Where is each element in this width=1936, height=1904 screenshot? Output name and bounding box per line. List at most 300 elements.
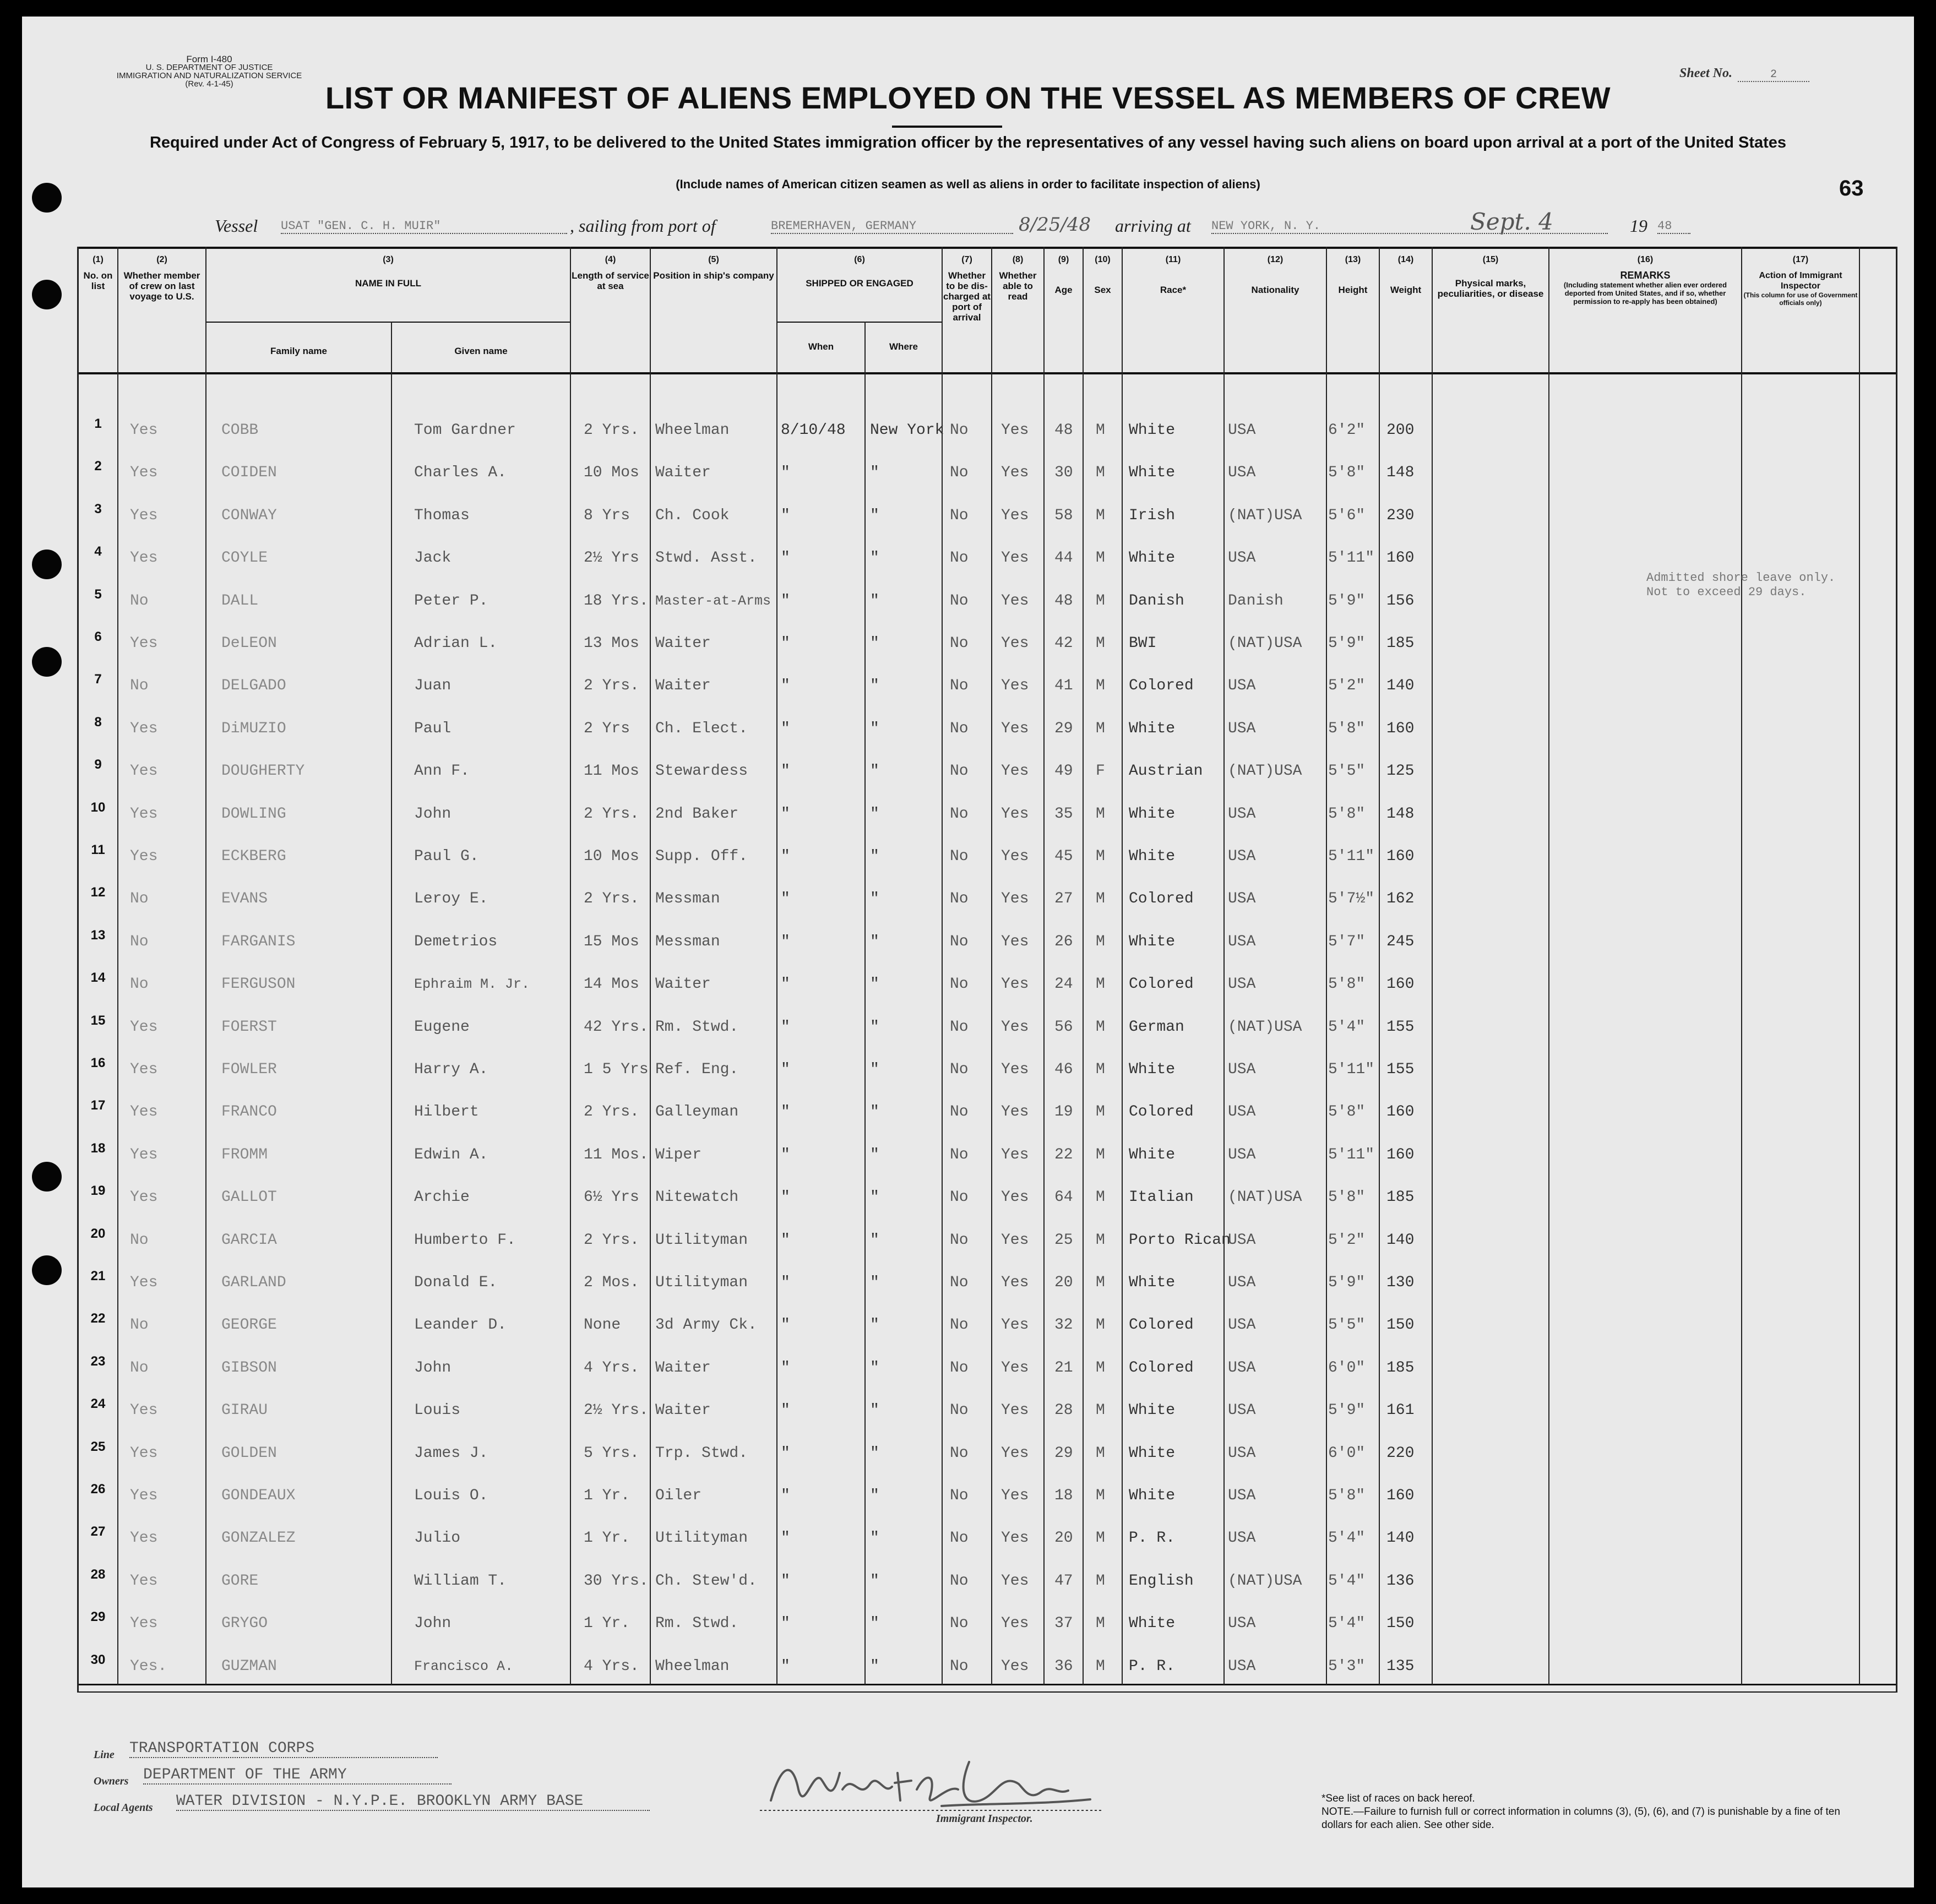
- col-divider: [1548, 247, 1549, 1685]
- family-name-cell: FOWLER: [221, 1061, 277, 1078]
- given-name-cell: Juan: [414, 677, 452, 694]
- col-divider: [391, 322, 392, 1685]
- height-cell: 5'9": [1328, 1274, 1366, 1291]
- able-to-read-cell: Yes: [1001, 1573, 1029, 1590]
- age-cell: 49: [1054, 763, 1073, 780]
- race-cell: White: [1129, 1061, 1176, 1078]
- race-cell: White: [1129, 422, 1176, 439]
- discharged-cell: No: [950, 848, 969, 865]
- shipped-when-cell: ": [781, 1359, 790, 1377]
- header-nationality: (12) Nationality: [1251, 255, 1299, 295]
- weight-cell: 185: [1386, 1189, 1415, 1206]
- service-length-cell: 5 Yrs.: [584, 1445, 639, 1462]
- given-name-cell: Ann F.: [414, 763, 470, 780]
- service-length-cell: 2 Yrs.: [584, 677, 639, 694]
- previous-voyage-cell: No: [130, 1317, 149, 1334]
- weight-cell: 156: [1386, 592, 1415, 610]
- shipped-when-cell: ": [781, 1658, 790, 1675]
- height-cell: 5'11": [1328, 848, 1375, 865]
- previous-voyage-cell: Yes: [130, 1274, 158, 1291]
- col-divider: [991, 247, 992, 1685]
- binder-hole: [32, 183, 62, 213]
- able-to-read-cell: Yes: [1001, 1274, 1029, 1291]
- race-cell: White: [1129, 933, 1176, 950]
- sex-cell: M: [1096, 1445, 1105, 1462]
- family-name-cell: GARLAND: [221, 1274, 286, 1291]
- row-number: 12: [90, 885, 106, 900]
- weight-cell: 160: [1386, 1487, 1415, 1504]
- sex-cell: M: [1096, 1146, 1105, 1163]
- vessel-name: USAT "GEN. C. H. MUIR": [281, 219, 567, 234]
- nationality-cell: USA: [1228, 806, 1256, 823]
- service-length-cell: 2 Yrs: [584, 720, 630, 737]
- shipped-when-cell: ": [781, 720, 790, 737]
- position-cell: Wheelman: [655, 422, 730, 439]
- previous-voyage-cell: Yes: [130, 1530, 158, 1547]
- age-cell: 56: [1054, 1019, 1073, 1036]
- sex-cell: M: [1096, 464, 1105, 481]
- shipped-when-cell: ": [781, 976, 790, 993]
- col-divider: [650, 247, 651, 1685]
- given-name-cell: Humberto F.: [414, 1232, 516, 1249]
- service-length-cell: 2½ Yrs.: [584, 1402, 649, 1419]
- race-cell: Colored: [1129, 890, 1194, 907]
- race-cell: Irish: [1129, 507, 1176, 524]
- age-cell: 20: [1054, 1530, 1073, 1547]
- shipped-where-cell: ": [870, 1103, 879, 1120]
- nationality-cell: (NAT)USA: [1228, 1573, 1302, 1590]
- shipped-where-cell: ": [870, 592, 879, 610]
- age-cell: 29: [1054, 1445, 1073, 1462]
- vessel-label: Vessel: [215, 216, 258, 236]
- header-height: (13) Height: [1338, 255, 1368, 295]
- shipped-where-cell: ": [870, 720, 879, 737]
- row-number: 21: [90, 1269, 106, 1283]
- age-cell: 36: [1054, 1658, 1073, 1675]
- position-cell: Stwd. Asst.: [655, 550, 757, 567]
- given-name-cell: John: [414, 1359, 452, 1377]
- position-cell: Ref. Eng.: [655, 1061, 739, 1078]
- race-cell: Colored: [1129, 1359, 1194, 1377]
- nationality-cell: USA: [1228, 677, 1256, 694]
- able-to-read-cell: Yes: [1001, 1189, 1029, 1206]
- nationality-cell: USA: [1228, 1658, 1256, 1675]
- weight-cell: 160: [1386, 550, 1415, 567]
- service-length-cell: None: [584, 1317, 621, 1334]
- name-subheader-line: [206, 322, 570, 323]
- header-length-of-service: (4) Length of service at sea: [572, 255, 649, 291]
- sex-cell: F: [1096, 763, 1105, 780]
- previous-voyage-cell: Yes: [130, 550, 158, 567]
- given-name-cell: William T.: [414, 1573, 507, 1590]
- row-number: 19: [90, 1183, 106, 1198]
- footer-notes: [1322, 1792, 1872, 1832]
- given-name-cell: Jack: [414, 550, 452, 567]
- row-number: 26: [90, 1482, 106, 1497]
- arriving-label: arriving at: [1115, 216, 1191, 236]
- signature-caption: Immigrant Inspector.: [936, 1813, 1033, 1825]
- height-cell: 5'4": [1328, 1530, 1366, 1547]
- col-divider: [776, 247, 777, 1685]
- nationality-cell: (NAT)USA: [1228, 1189, 1302, 1206]
- header-race: (11) Race*: [1160, 255, 1187, 295]
- shipped-where-cell: ": [870, 848, 879, 865]
- able-to-read-cell: Yes: [1001, 422, 1029, 439]
- previous-voyage-cell: No: [130, 933, 149, 950]
- nationality-cell: USA: [1228, 550, 1256, 567]
- service-length-cell: 18 Yrs.: [584, 592, 649, 610]
- sailing-label: , sailing from port of: [570, 216, 716, 236]
- sex-cell: M: [1096, 1019, 1105, 1036]
- age-cell: 48: [1054, 592, 1073, 610]
- age-cell: 18: [1054, 1487, 1073, 1504]
- given-name-cell: Louis: [414, 1402, 461, 1419]
- height-cell: 5'4": [1328, 1615, 1366, 1632]
- col-divider: [864, 322, 866, 1685]
- service-length-cell: 2 Yrs.: [584, 1103, 639, 1120]
- discharged-cell: No: [950, 1658, 969, 1675]
- weight-cell: 230: [1386, 507, 1415, 524]
- shipped-when-cell: ": [781, 592, 790, 610]
- weight-cell: 160: [1386, 848, 1415, 865]
- shipped-when-cell: ": [781, 1317, 790, 1334]
- shipped-where-cell: ": [870, 1317, 879, 1334]
- shipped-where-cell: ": [870, 1019, 879, 1036]
- age-cell: 26: [1054, 933, 1073, 950]
- service-length-cell: 4 Yrs.: [584, 1359, 639, 1377]
- weight-cell: 155: [1386, 1061, 1415, 1078]
- race-cell: Porto Rican: [1129, 1232, 1231, 1249]
- family-name-cell: DeLEON: [221, 635, 277, 652]
- family-name-cell: FARGANIS: [221, 933, 296, 950]
- previous-voyage-cell: No: [130, 890, 149, 907]
- shipped-where-cell: ": [870, 1658, 879, 1675]
- discharged-cell: No: [950, 890, 969, 907]
- header-shipped-when: When: [808, 341, 834, 352]
- nationality-cell: USA: [1228, 1103, 1256, 1120]
- service-length-cell: 2 Mos.: [584, 1274, 639, 1291]
- vessel-line: [215, 208, 1734, 243]
- shipped-when-cell: ": [781, 1274, 790, 1291]
- able-to-read-cell: Yes: [1001, 806, 1029, 823]
- shipped-where-cell: ": [870, 933, 879, 950]
- previous-voyage-cell: Yes: [130, 1445, 158, 1462]
- age-cell: 46: [1054, 1061, 1073, 1078]
- family-name-cell: GIBSON: [221, 1359, 277, 1377]
- header-shipped-where: Where: [889, 341, 918, 352]
- row-number: 24: [90, 1396, 106, 1411]
- weight-cell: 161: [1386, 1402, 1415, 1419]
- sex-cell: M: [1096, 592, 1105, 610]
- shipped-when-cell: ": [781, 635, 790, 652]
- header-no-on-list: (1) No. on list: [83, 255, 113, 291]
- shipped-where-cell: ": [870, 1615, 879, 1632]
- age-cell: 29: [1054, 720, 1073, 737]
- discharged-cell: No: [950, 1573, 969, 1590]
- able-to-read-cell: Yes: [1001, 1487, 1029, 1504]
- able-to-read-cell: Yes: [1001, 507, 1029, 524]
- discharged-cell: No: [950, 1103, 969, 1120]
- position-cell: Waiter: [655, 677, 711, 694]
- form-number: Form I-480: [186, 54, 232, 64]
- height-cell: 5'8": [1328, 806, 1366, 823]
- service-length-cell: 2 Yrs.: [584, 806, 639, 823]
- service-length-cell: 4 Yrs.: [584, 1658, 639, 1675]
- discharged-cell: No: [950, 677, 969, 694]
- race-cell: White: [1129, 1487, 1176, 1504]
- race-cell: Austrian: [1129, 763, 1203, 780]
- position-cell: Messman: [655, 933, 720, 950]
- age-cell: 47: [1054, 1573, 1073, 1590]
- family-name-cell: GALLOT: [221, 1189, 277, 1206]
- nationality-cell: USA: [1228, 720, 1256, 737]
- able-to-read-cell: Yes: [1001, 1146, 1029, 1163]
- previous-voyage-cell: Yes: [130, 1019, 158, 1036]
- position-cell: Ch. Cook: [655, 507, 730, 524]
- shipped-where-cell: ": [870, 1189, 879, 1206]
- row-number: 8: [94, 715, 102, 730]
- previous-voyage-cell: Yes: [130, 1487, 158, 1504]
- weight-cell: 148: [1386, 464, 1415, 481]
- previous-voyage-cell: Yes: [130, 1189, 158, 1206]
- previous-voyage-cell: No: [130, 1232, 149, 1249]
- nationality-cell: USA: [1228, 976, 1256, 993]
- discharged-cell: No: [950, 422, 969, 439]
- col-divider: [1122, 247, 1123, 1685]
- row-number: 14: [90, 970, 106, 985]
- col-divider: [1741, 247, 1742, 1685]
- previous-voyage-cell: Yes: [130, 1103, 158, 1120]
- family-name-cell: DOUGHERTY: [221, 763, 305, 780]
- height-cell: 5'2": [1328, 677, 1366, 694]
- col-divider: [205, 247, 206, 1685]
- given-name-cell: Tom Gardner: [414, 422, 516, 439]
- able-to-read-cell: Yes: [1001, 1061, 1029, 1078]
- shipped-when-cell: ": [781, 464, 790, 481]
- service-length-cell: 1 Yr.: [584, 1487, 630, 1504]
- discharged-cell: No: [950, 507, 969, 524]
- sex-cell: M: [1096, 806, 1105, 823]
- height-cell: 5'9": [1328, 592, 1366, 610]
- family-name-cell: GEORGE: [221, 1317, 277, 1334]
- discharged-cell: No: [950, 1402, 969, 1419]
- shipped-where-cell: ": [870, 1487, 879, 1504]
- race-cell: English: [1129, 1573, 1194, 1590]
- able-to-read-cell: Yes: [1001, 592, 1029, 610]
- family-name-cell: FERGUSON: [221, 976, 296, 993]
- discharged-cell: No: [950, 806, 969, 823]
- col-divider: [1859, 247, 1860, 1685]
- race-cell: P. R.: [1129, 1658, 1176, 1675]
- shipped-where-cell: ": [870, 1402, 879, 1419]
- weight-cell: 140: [1386, 1232, 1415, 1249]
- nationality-cell: USA: [1228, 1232, 1256, 1249]
- family-name-cell: DOWLING: [221, 806, 286, 823]
- discharged-cell: No: [950, 1445, 969, 1462]
- table-top-border: [77, 247, 1897, 249]
- header-bottom-border: [77, 372, 1897, 374]
- service-length-cell: 1 5 Yrs: [584, 1061, 649, 1078]
- shipped-where-cell: ": [870, 635, 879, 652]
- shipped-where-cell: ": [870, 677, 879, 694]
- race-cell: Colored: [1129, 1103, 1194, 1120]
- nationality-cell: USA: [1228, 1359, 1256, 1377]
- header-able-to-read: (8) Whether able to read: [999, 255, 1037, 302]
- race-cell: White: [1129, 1146, 1176, 1163]
- given-name-cell: Archie: [414, 1189, 470, 1206]
- weight-cell: 185: [1386, 635, 1415, 652]
- shipped-where-cell: ": [870, 550, 879, 567]
- binder-hole: [32, 550, 62, 579]
- age-cell: 21: [1054, 1359, 1073, 1377]
- previous-voyage-cell: Yes: [130, 720, 158, 737]
- row-number: 1: [94, 416, 102, 431]
- family-name-cell: GOLDEN: [221, 1445, 277, 1462]
- family-name-cell: FROMM: [221, 1146, 268, 1163]
- sex-cell: M: [1096, 1189, 1105, 1206]
- age-cell: 24: [1054, 976, 1073, 993]
- height-cell: 5'8": [1328, 1103, 1366, 1120]
- nationality-cell: USA: [1228, 1487, 1256, 1504]
- service-length-cell: 13 Mos: [584, 635, 639, 652]
- col-divider: [1379, 247, 1380, 1685]
- service-length-cell: 1 Yr.: [584, 1615, 630, 1632]
- discharged-cell: No: [950, 592, 969, 610]
- shipped-when-cell: ": [781, 507, 790, 524]
- age-cell: 30: [1054, 464, 1073, 481]
- given-name-cell: Eugene: [414, 1019, 470, 1036]
- height-cell: 5'7": [1328, 933, 1366, 950]
- col-divider: [117, 247, 118, 1685]
- previous-voyage-cell: Yes: [130, 806, 158, 823]
- given-name-cell: Leroy E.: [414, 890, 488, 907]
- discharged-cell: No: [950, 1274, 969, 1291]
- row-number: 11: [91, 842, 105, 857]
- row-number: 10: [90, 800, 106, 815]
- age-cell: 28: [1054, 1402, 1073, 1419]
- weight-cell: 150: [1386, 1615, 1415, 1632]
- given-name-cell: Adrian L.: [414, 635, 498, 652]
- position-cell: Messman: [655, 890, 720, 907]
- height-cell: 5'11": [1328, 1061, 1375, 1078]
- race-cell: P. R.: [1129, 1530, 1176, 1547]
- sheet-number-value: 2: [1738, 68, 1809, 82]
- height-cell: 5'9": [1328, 1402, 1366, 1419]
- sex-cell: M: [1096, 848, 1105, 865]
- page-number: 63: [1839, 176, 1864, 200]
- nationality-cell: (NAT)USA: [1228, 507, 1302, 524]
- race-cell: White: [1129, 1274, 1176, 1291]
- footer-agents: [94, 1740, 754, 1819]
- weight-cell: 162: [1386, 890, 1415, 907]
- shipped-when-cell: ": [781, 1232, 790, 1249]
- row-number: 15: [90, 1013, 106, 1028]
- age-cell: 64: [1054, 1189, 1073, 1206]
- footer-owners-label: Owners: [94, 1775, 129, 1787]
- height-cell: 6'0": [1328, 1359, 1366, 1377]
- shipped-when-cell: ": [781, 550, 790, 567]
- shipped-where-cell: ": [870, 1061, 879, 1078]
- position-cell: Master-at-Arms: [655, 593, 771, 609]
- height-cell: 5'8": [1328, 1189, 1366, 1206]
- row-number: 6: [94, 629, 102, 644]
- page-title: LIST OR MANIFEST OF ALIENS EMPLOYED ON THE VESSEL AS MEMBERS OF CREW: [325, 80, 1611, 115]
- col-divider: [77, 247, 79, 1693]
- position-cell: Ch. Elect.: [655, 720, 748, 737]
- nationality-cell: USA: [1228, 1274, 1256, 1291]
- arrival-date: Sept. 4: [1470, 208, 1553, 235]
- sex-cell: M: [1096, 933, 1105, 950]
- shipped-when-cell: ": [781, 1019, 790, 1036]
- remark-line-1: Admitted shore leave only.: [1646, 571, 1836, 585]
- able-to-read-cell: Yes: [1001, 1019, 1029, 1036]
- shipped-where-cell: ": [870, 1232, 879, 1249]
- title-underline: [892, 126, 1002, 128]
- row-number: 13: [90, 928, 106, 943]
- discharged-cell: No: [950, 635, 969, 652]
- previous-voyage-cell: No: [130, 592, 149, 610]
- discharged-cell: No: [950, 1530, 969, 1547]
- able-to-read-cell: Yes: [1001, 1615, 1029, 1632]
- row-number: 30: [90, 1652, 106, 1667]
- sex-cell: M: [1096, 422, 1105, 439]
- header-position: (5) Position in ship's company: [653, 255, 774, 281]
- position-cell: Waiter: [655, 1359, 711, 1377]
- position-cell: Galleyman: [655, 1103, 739, 1120]
- sex-cell: M: [1096, 1317, 1105, 1334]
- family-name-cell: COBB: [221, 422, 259, 439]
- age-cell: 37: [1054, 1615, 1073, 1632]
- able-to-read-cell: Yes: [1001, 848, 1029, 865]
- position-cell: Supp. Off.: [655, 848, 748, 865]
- weight-cell: 130: [1386, 1274, 1415, 1291]
- previous-voyage-cell: Yes: [130, 763, 158, 780]
- weight-cell: 136: [1386, 1573, 1415, 1590]
- previous-voyage-cell: Yes: [130, 1573, 158, 1590]
- shipped-when-cell: ": [781, 1189, 790, 1206]
- height-cell: 5'8": [1328, 464, 1366, 481]
- weight-cell: 155: [1386, 1019, 1415, 1036]
- footer-agents-row: [94, 1793, 754, 1819]
- discharged-cell: No: [950, 1146, 969, 1163]
- sex-cell: M: [1096, 550, 1105, 567]
- shipped-where-cell: ": [870, 1445, 879, 1462]
- height-cell: 5'4": [1328, 1019, 1366, 1036]
- given-name-cell: John: [414, 806, 452, 823]
- discharged-cell: No: [950, 933, 969, 950]
- age-cell: 25: [1054, 1232, 1073, 1249]
- department-name: U. S. DEPARTMENT OF JUSTICE: [145, 63, 273, 72]
- row-number: 29: [90, 1609, 106, 1624]
- footer-agents-label: Local Agents: [94, 1802, 153, 1814]
- position-cell: Utilityman: [655, 1232, 748, 1249]
- position-cell: Trp. Stwd.: [655, 1445, 748, 1462]
- shipped-when-cell: ": [781, 1487, 790, 1504]
- discharged-cell: No: [950, 550, 969, 567]
- header-remarks: (16) REMARKS (Including statement whether alien ever ordered deported from United States, and if so, whether permission to re-apply has been obtained): [1563, 255, 1727, 306]
- nationality-cell: USA: [1228, 1317, 1256, 1334]
- weight-cell: 140: [1386, 677, 1415, 694]
- height-cell: 6'2": [1328, 422, 1366, 439]
- height-cell: 5'3": [1328, 1658, 1366, 1675]
- sex-cell: M: [1096, 1615, 1105, 1632]
- binder-hole: [32, 1255, 62, 1285]
- race-cell: Colored: [1129, 1317, 1194, 1334]
- race-cell: White: [1129, 806, 1176, 823]
- given-name-cell: Leander D.: [414, 1317, 507, 1334]
- discharged-cell: No: [950, 720, 969, 737]
- age-cell: 42: [1054, 635, 1073, 652]
